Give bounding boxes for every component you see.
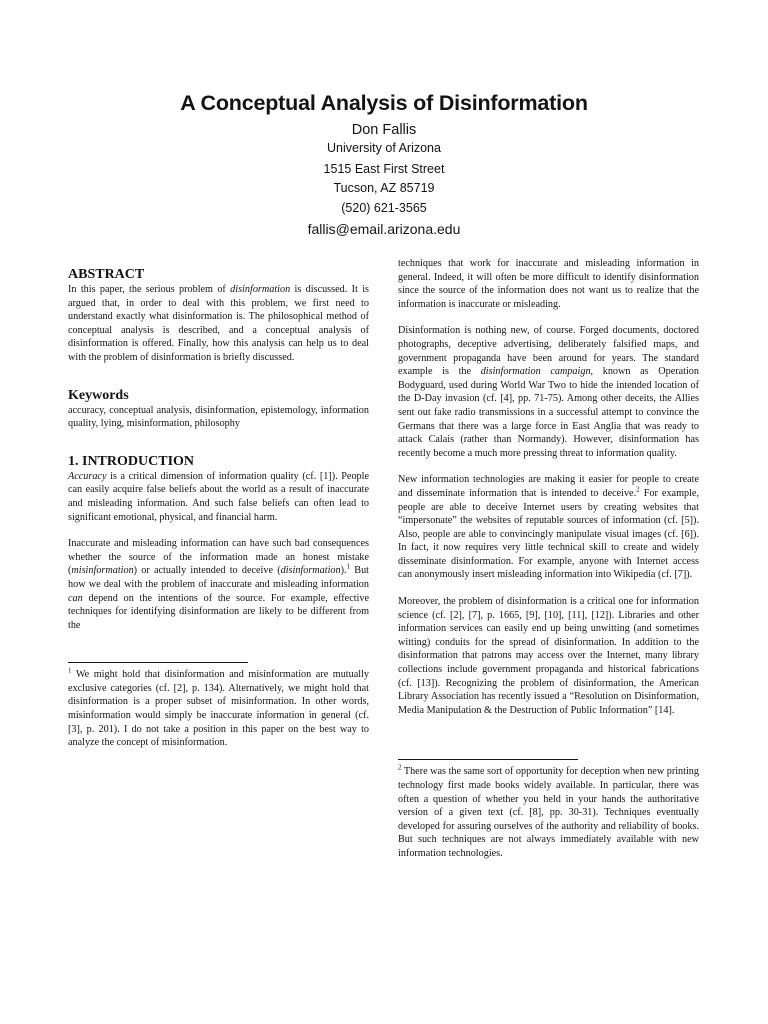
abstract-heading: ABSTRACT — [68, 267, 145, 282]
intro-paragraph-2: Inaccurate and misleading information can have such bad consequences whether the source of the information made an honest mistake (misinformation) or actually intended to deceive (disinformation).$^1$ But how we deal with the problem of inaccurate and misleading information can depend on the intentions of the source. For example, effective techniques for identifying disinformation are likely to be different from the — [68, 538, 369, 631]
author-name: Don Fallis — [351, 122, 417, 138]
keywords-text: accuracy, conceptual analysis, disinformation, epistemology, information quality, lying, misinformation, philosophy — [68, 404, 369, 430]
body-paragraph-continued: techniques that work for inaccurate and misleading information in general. Indeed, it will often be more difficult to identify disinformation since the source of the information does not want us to realize that the information is inaccurate or misleading. — [398, 258, 699, 310]
body-paragraph-2: Disinformation is nothing new, of course. Forged documents, doctored photographs, deceptive advertising, deliberately falsified maps, and government propaganda have been around for years. The standard example is the disinformation campaign, known as Operation Bodyguard, used during World War Two to hide the intended location of the D-Day invasion (cf. [4], pp. 71-75). Among other deceits, the Allies sent out fake radio transmissions in a successful attempt to convince the Germans that there was a large force in East Anglia that was ready to attack Calais (rather than Normandy). However, disinformation has recently become a much more pressing threat to information quality. — [398, 325, 699, 459]
body-paragraph-3: New information technologies are making it easier for people to create and disseminate information that is intended to deceive.$^2$ For example, people are able to deceive Internet users by creating websites that “impersonate” the websites of reputable sources of information (cf. [5]). Also, people are able to convincingly manipulate visual images (cf. [6]). In fact, it now requires very little technical skill to create and widely disseminate disinformation. For example, anyone with Internet access can anonymously insert misleading information into Wikipedia (cf. [7]). — [398, 474, 699, 581]
affiliation-university: University of Arizona — [327, 141, 441, 155]
intro-paragraph-1: Accuracy is a critical dimension of information quality (cf. [1]). People can easily acquire false beliefs about the world as a result of inaccurate and misleading information. And such false beliefs can often lead to significant emotional, physical, and financial harm. — [68, 470, 369, 523]
body-paragraph-4: Moreover, the problem of disinformation is a critical one for information science (cf. [2], [7], p. 1665, [9], [10], [11], [12]). Libraries and other information services can easily end up being unwitting (and sometimes witting) conduits for the spread of disinformation. In addition to the disinformation that patrons may access over the Internet, many library collections include government propaganda and historical fabrications (cf. [13]). Recognizing the problem of disinformation, the American Library Association has recently issued a “Resolution on Disinformation, Media Manipulation & the Destruction of Public Information” [14]. — [398, 596, 699, 716]
affiliation-street: 1515 East First Street — [323, 162, 445, 176]
author-email: fallis@email.arizona.edu — [307, 221, 461, 237]
affiliation-city: Tucson, AZ 85719 — [333, 181, 435, 195]
abstract-text: In this paper, the serious problem of disinformation is discussed. It is argued that, in order to deal with this problem, we first need to understand exactly what disinformation is. The philosophical method of conceptual analysis is described, and a conceptual analysis of disinformation is offered. Finally, how this analysis can help us to deal with the problem of disinformation is briefly discussed. — [68, 284, 370, 363]
affiliation-phone: (520) 621-3565 — [341, 201, 427, 215]
paper-title: A Conceptual Analysis of Disinformation — [180, 91, 588, 115]
right-column — [398, 257, 699, 861]
left-column — [68, 266, 369, 750]
introduction-heading: 1. INTRODUCTION — [68, 453, 195, 469]
keywords-heading: Keywords — [68, 387, 129, 403]
footnote-1: $^1$ We might hold that disinformation and misinformation are mutually exclusive categories (cf. [2], p. 134). Alternatively, we might hold that disinformation is a proper subset of misinformation. In other words, misinformation would simply be inaccurate information in general (cf. [3], p. 201). I do not take a position in this paper on the best way to analyze the concept of misinformation. — [68, 666, 369, 749]
footnote-2: $^2$ There was the same sort of opportunity for deception when new printing technology first made books widely available. In particular, there was often a question of whether you held in your hands the authoritative version of a given text (cf. [8], pp. 30-31). Techniques eventually developed for assuring ourselves of the authority and reliability of books. But such techniques are not always immediately available with new information technologies. — [398, 764, 699, 859]
